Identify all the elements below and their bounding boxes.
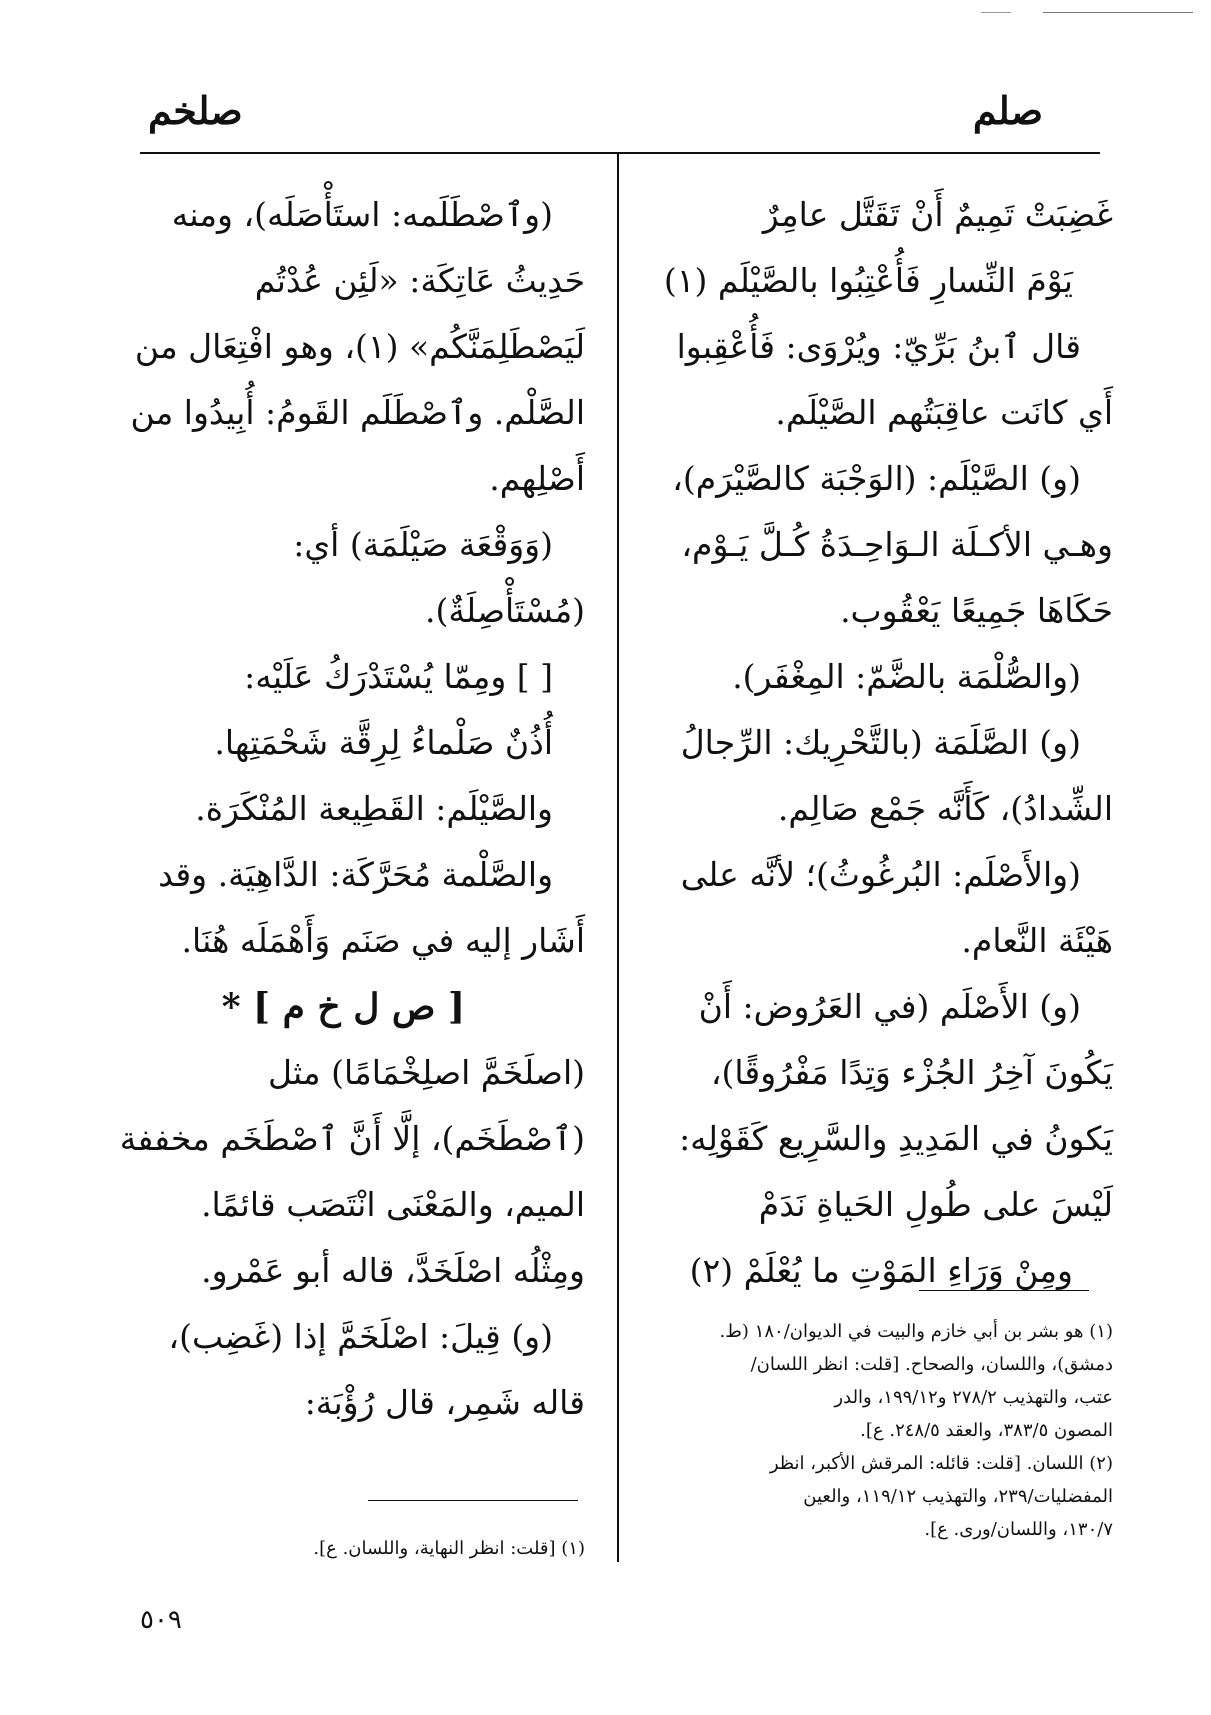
footnote-line: ١٣٠/٧، واللسان/ورى. ع]. [924, 1519, 1113, 1540]
verse-line: لَيْسَ على طُولِ الحَياةِ نَدَمْ [758, 1185, 1113, 1224]
text-line: حَدِيثُ عَاتِكَة: «لَئِن عُدْتُم [254, 261, 585, 300]
text-line: أَشَار إليه في صَنَم وَأَهْمَلَه هُنَا. [181, 921, 585, 960]
page-number: ٥٠٩ [140, 1605, 182, 1635]
text-line: يَكونُ في المَدِيدِ والسَّرِيع كَقَوْلِه: [679, 1119, 1113, 1158]
top-edge-rule [1043, 12, 1193, 13]
footnote-line: دمشق)، واللسان، والصحاح. [قلت: انظر اللسان/ [750, 1354, 1113, 1375]
text-line: (وَوَقْعَة صَيْلَمَة) أي: [293, 525, 553, 564]
verse-line: غَضِبَتْ تَمِيمٌ أَنْ تَقَتَّل عامِرٌ [762, 195, 1113, 234]
text-line: [ ] ومِمّا يُسْتَدْرَكُ عَلَيْه: [244, 657, 553, 696]
header-left-word: صلخم [148, 88, 243, 133]
text-line: أُذُنٌ صَلْماءُ لِرِقَّة شَحْمَتِها. [214, 723, 553, 762]
text-line: قال ٱبنُ بَرِّيّ: ويُرْوَى: فَأُعْقِبوا [676, 327, 1081, 366]
text-line: أَي كانَت عاقِبَتُهم الصَّيْلَم. [775, 393, 1113, 432]
text-line: هَيْئَة النَّعام. [961, 921, 1113, 960]
footnote-line: عتب، والتهذيب ٢٧٨/٢ و١٩٩/١٢، والدر [834, 1387, 1113, 1408]
text-line: (والأَصْلَم: البُرغُوثُ)؛ لأنَّه على [680, 855, 1081, 894]
text-line: يَكُونَ آخِرُ الجُزْء وَتِدًا مَفْرُوقًا)، [710, 1053, 1113, 1092]
text-line: (والصُّلْمَة بالضَّمّ: المِغْفَر). [732, 657, 1081, 696]
text-line: (ٱصْطَخَم)، إلَّا أَنَّ ٱصْطَخَم مخففة [119, 1119, 585, 1158]
verse-line: ومِنْ وَرَاءِ المَوْتِ ما يُعْلَمْ (٢) [689, 1251, 1073, 1290]
text-line: حَكَاهَا جَمِيعًا يَعْقُوب. [840, 591, 1113, 630]
text-line: وهـي الأكـلَة الـوَاحِـدَةُ كُـلَّ يَـوْم، [681, 525, 1113, 564]
footnote-line: المفضليات/٢٣٩، والتهذيب ١١٩/١٢، والعين [803, 1486, 1113, 1507]
text-line: الشِّدادُ)، كَأَنَّه جَمْع صَالِم. [777, 789, 1113, 828]
footnote-line: (٢) اللسان. [قلت: قائله: المرقش الأكبر، انظر [769, 1453, 1113, 1474]
column-divider [617, 152, 619, 1562]
text-line: (اصلَخَمَّ اصلِخْمَامًا) مثل [267, 1053, 585, 1092]
footnote-line: (١) [قلت: انظر النهاية، واللسان. ع]. [313, 1538, 585, 1559]
header-rule [140, 152, 1100, 154]
footnote-rule-right [919, 1290, 1089, 1291]
top-edge-rule-short [981, 12, 1011, 13]
text-line: لَيَصْطَلِمَنَّكُم» (١)، وهو افْتِعَال من [134, 327, 585, 366]
text-line: (و) الصَّلَمَة (بالتَّحْرِيك: الرِّجالُ [680, 723, 1081, 762]
entry-heading: [ ص ل خ م ] * [221, 986, 465, 1028]
text-line: الصَّلْم. وٱصْطَلَم القَومُ: أُبِيدُوا من [130, 393, 585, 432]
text-line: والصَّيْلَم: القَطِيعة المُنْكَرَة. [195, 789, 553, 828]
text-line: أَصْلِهم. [489, 459, 585, 498]
text-line: والصَّلْمة مُحَرَّكَة: الدَّاهِيَة. وقد [158, 855, 553, 894]
text-line: ومِثْلُه اصْلَخَدَّ، قاله أبو عَمْرو. [201, 1251, 585, 1290]
header-right-word: صلم [972, 88, 1043, 133]
text-line: (و) قِيلَ: اصْلَخَمَّ إذا (غَضِب)، [168, 1317, 553, 1356]
text-line: الميم، والمَعْنَى انْتَصَب قائمًا. [201, 1185, 585, 1224]
left-column [119, 182, 585, 1436]
footnotes-left [145, 1532, 585, 1565]
text-line: (و) الأَصْلَم (في العَرُوض: أَنْ [698, 987, 1081, 1026]
text-line: قاله شَمِر، قال رُؤْبَة: [304, 1383, 585, 1422]
footnote-line: المصون ٣٨٣/٥، والعقد ٢٤٨/٥. ع]. [860, 1420, 1113, 1441]
text-line: (مُسْتَأْصِلَةٌ). [424, 591, 585, 630]
footnote-rule-left [368, 1500, 578, 1501]
right-column [643, 182, 1113, 1304]
text-line: (وٱصْطَلَمه: استَأْصَلَه)، ومنه [171, 195, 553, 234]
footnotes-right [623, 1315, 1113, 1546]
verse-line: يَوْمَ النِّسارِ فَأُعْتِبُوا بالصَّيْلَم (١) [663, 261, 1073, 300]
footnote-line: (١) هو بشر بن أبي خازم والبيت في الديوان/١٨٠ (ط. [719, 1321, 1113, 1342]
text-line: (و) الصَّيْلَم: (الوَجْبَة كالصَّيْرَم)، [672, 459, 1081, 498]
